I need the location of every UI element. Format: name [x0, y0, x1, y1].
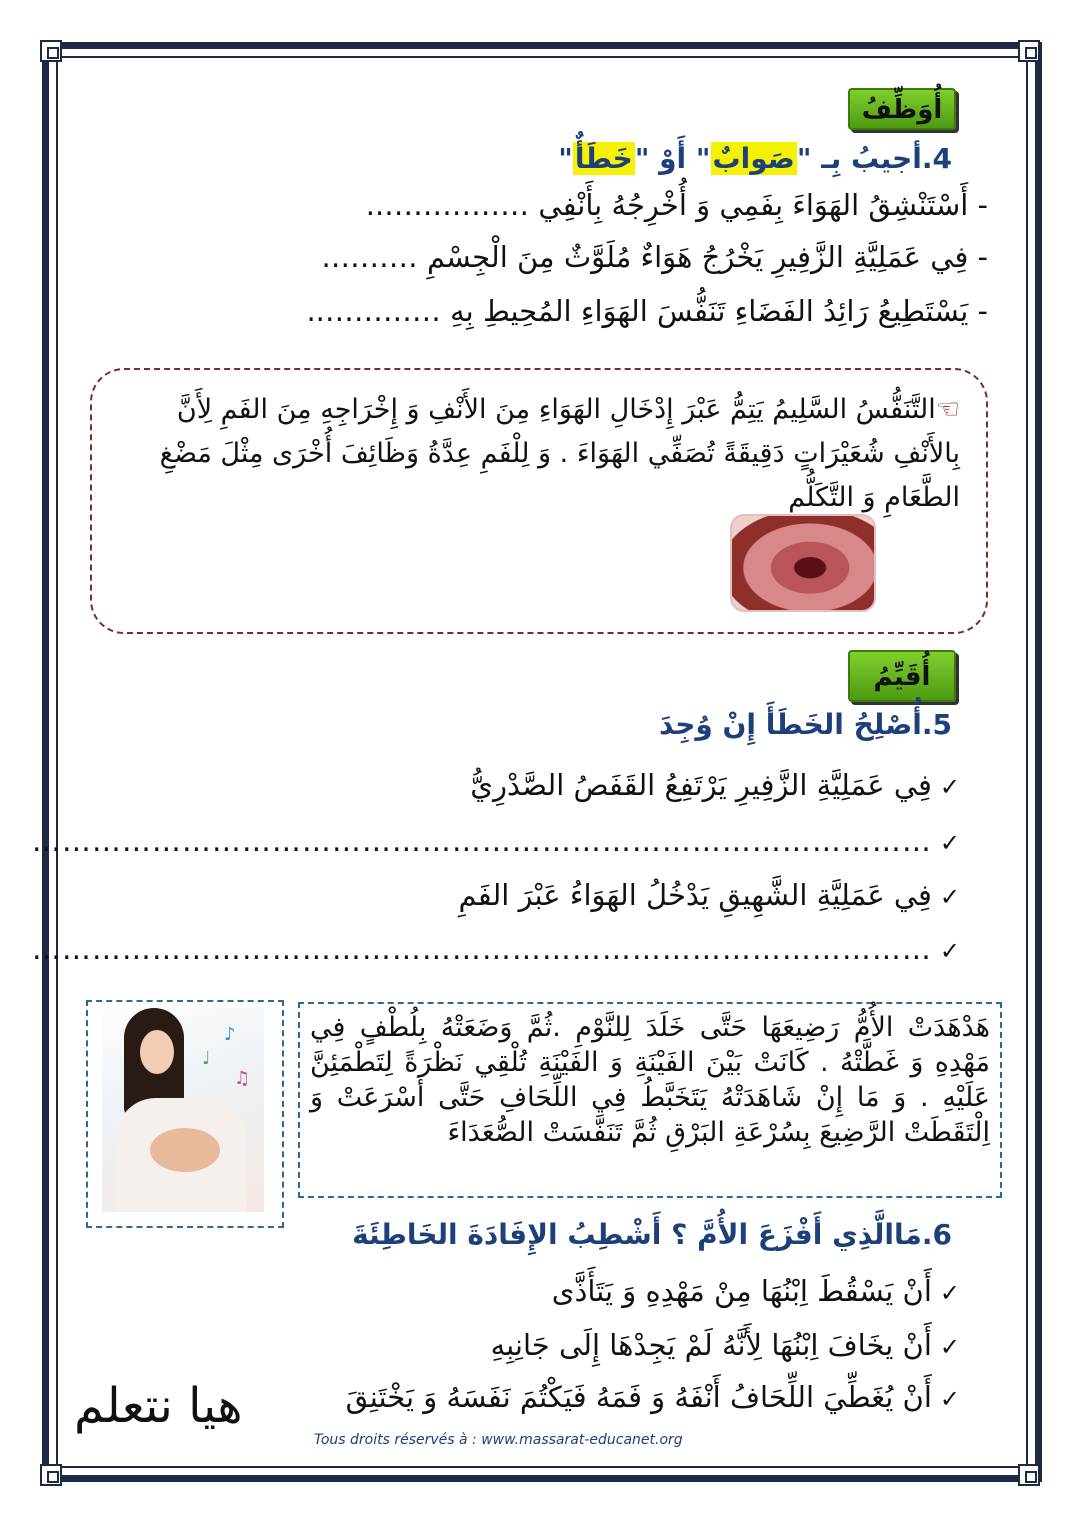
- false-highlight: خَطَأٌ: [574, 142, 633, 175]
- question-4-item: - أَسْتَنْشِقُ الهَوَاءَ بِفَمِي وَ أُخْرِجُهُ بِأَنْفِي ……………..: [365, 188, 988, 222]
- check-icon: ✓: [939, 1333, 960, 1361]
- music-note-icon: ♫: [234, 1068, 251, 1089]
- corner-ornament: [40, 1464, 62, 1486]
- question-5-answer-line[interactable]: ✓………………………………………………………………………………: [31, 824, 960, 858]
- question-5-title: 5.أُصْلِحُ الخَطَأَ إِنْ وُجِدَ: [659, 708, 952, 741]
- check-icon: ✓: [939, 1385, 960, 1413]
- question-4-item: - يَسْتَطِيعُ رَائِدُ الفَضَاءِ تَنَفُّسَ الهَوَاءِ المُحِيطِ بِهِ …………..: [306, 294, 988, 328]
- story-text: هَدْهَدَتْ الأُمُّ رَضِيعَهَا حَتَّى خَلَدَ لِلنَّوْمِ .ثُمَّ وَضَعَتْهُ بِلُطْفٍ فِي مَهْدِهِ وَ غَطَّتْهُ . كَانَتْ بَيْنَ الفَيْنَةِ وَ الفَيْنَةِ تُلْقِي نَظْرَةً لِتَطْمَئِنَّ عَلَيْهِ . وَ مَا إِنْ شَاهَدَتْهُ يَتَخَبَّطُ فِي اللِّحَافِ حَتَّى أَسْرَعَتْ وَ اِلْتَقَطَتْ الرَّضِيعَ بِسُرْعَةِ البَرْقِ ثُمَّ تَنَفَّسَتْ الصُّعَدَاءَ: [310, 1012, 990, 1148]
- info-text: ☜التَّنَفُّسُ السَّلِيمُ يَتِمُّ عَبْرَ إِدْخَالِ الهَوَاءِ مِنَ الأَنْفِ وَ إِخْرَاجِهِ مِنَ الفَمِ لِأَنَّ بِالأَنْفِ شُعَيْرَاتٍ دَقِيقَةً تُصَفِّي الهَوَاءَ . وَ لِلْفَمِ عِدَّةُ وَظَائِفَ أُخْرَى مِثْلَ مَضْغِ الطَّعَامِ وَ التَّكَلُّمِ: [159, 394, 960, 513]
- check-icon: ✓: [939, 1279, 960, 1307]
- question-6-title: 6.مَاالَّذِي أَفْزَعَ الأُمَّ ؟ أَشْطِبُ الإِفَادَةَ الخَاطِئَةَ: [352, 1218, 952, 1251]
- true-highlight: صَوابٌ: [712, 142, 795, 175]
- question-6-option[interactable]: ✓أَنْ يُغَطِّيَ اللِّحَافُ أَنْفَهُ وَ فَمَهُ فَيَكْتُمَ نَفَسَهُ وَ يَخْتَنِقَ: [345, 1380, 960, 1414]
- question-5-item: ✓فِي عَمَلِيَّةِ الشَّهِيقِ يَدْخُلُ الهَوَاءُ عَبْرَ الفَمِ: [458, 878, 960, 912]
- corner-ornament: [1018, 1464, 1040, 1486]
- question-6-option[interactable]: ✓أَنْ يَسْقُطَ اِبْنُهَا مِنْ مَهْدِهِ وَ يَتَأَذَّى: [551, 1274, 960, 1308]
- mother-baby-photo: [102, 1008, 264, 1212]
- check-icon: ✓: [939, 773, 960, 801]
- question-6-option[interactable]: ✓أَنْ يخَافَ اِبْنُهَا لِأَنَّهُ لَمْ يَجِدْهَا إِلَى جَانِبِهِ: [490, 1328, 960, 1362]
- question-4-title: 4.أجيبُ بِـ "صَوابٌ" أَوْ "خَطَأٌ": [558, 142, 952, 175]
- question-5-item: ✓فِي عَمَلِيَّةِ الزَّفِيرِ يَرْتَفِعُ القَفَصُ الصَّدْرِيُّ: [470, 768, 960, 802]
- brand-logo-text: هيا نتعلم: [74, 1378, 243, 1434]
- corner-ornament: [40, 40, 62, 62]
- music-note-icon: ♩: [202, 1048, 211, 1069]
- question-4-item: - فِي عَمَلِيَّةِ الزَّفِيرِ يَخْرُجُ هَوَاءٌ مُلَوَّثٌ مِنَ الْجِسْمِ ……….: [321, 240, 988, 274]
- section-tag-apply: أُوَظِّفُ: [848, 88, 956, 130]
- copyright-credit: Tous droits réservés à : www.massarat-educanet.org: [314, 1432, 683, 1448]
- section-tag-evaluate: أُقَيِّمُ: [848, 650, 956, 702]
- question-5-answer-line[interactable]: ✓………………………………………………………………………………: [31, 932, 960, 966]
- check-icon: ✓: [939, 883, 960, 911]
- nostril-image: [730, 514, 876, 612]
- music-note-icon: ♪: [224, 1024, 236, 1045]
- check-icon: ✓: [939, 937, 960, 965]
- corner-ornament: [1018, 40, 1040, 62]
- check-icon: ✓: [939, 829, 960, 857]
- pointing-hand-icon: ☜: [935, 394, 960, 425]
